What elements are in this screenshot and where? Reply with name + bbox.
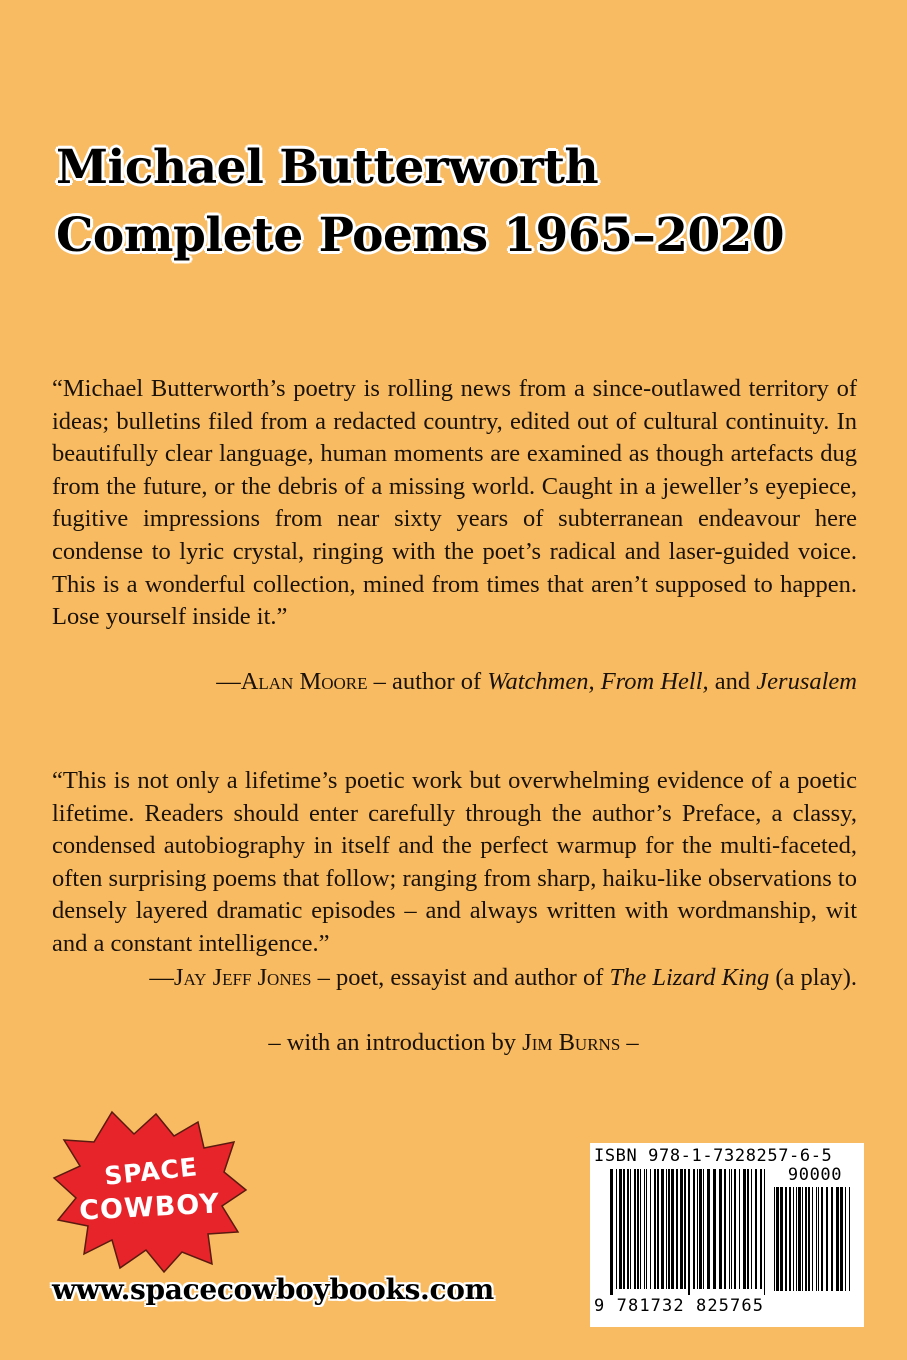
barcode-bar <box>751 1169 752 1289</box>
barcode-bar <box>676 1169 678 1289</box>
barcode-bar <box>826 1187 828 1291</box>
barcode-bar <box>840 1187 843 1291</box>
barcode-bar <box>743 1169 746 1289</box>
barcode-bar <box>616 1169 617 1289</box>
attribution-work: The Lizard King <box>609 964 770 991</box>
barcode-bar <box>785 1187 787 1291</box>
barcode-bar <box>699 1169 702 1289</box>
attribution-author: Alan Moore <box>240 668 368 695</box>
barcode-bar <box>650 1169 651 1289</box>
attribution-role: – author of <box>367 668 488 695</box>
barcode-bar <box>703 1169 704 1289</box>
title-line-1: Michael Butterworth <box>56 140 599 195</box>
logo-text-line-2: COWBOY <box>78 1188 221 1227</box>
barcode-bar <box>739 1169 740 1289</box>
barcode-bar <box>764 1169 765 1295</box>
barcode-bar <box>836 1187 839 1291</box>
barcode-bar <box>774 1187 775 1291</box>
barcode-bar <box>812 1187 813 1291</box>
barcode-bar <box>640 1169 641 1289</box>
blurb-attribution-1 <box>216 666 857 698</box>
barcode-bar <box>671 1169 674 1289</box>
barcode-bar <box>789 1187 791 1291</box>
barcode-bar <box>793 1187 794 1291</box>
barcode-bar <box>747 1169 749 1289</box>
barcode-bar <box>821 1187 823 1291</box>
barcode-bar <box>729 1169 730 1289</box>
barcode-bar <box>644 1169 645 1289</box>
intro-suffix: – <box>620 1029 639 1056</box>
logo-text-line-1: SPACE <box>102 1152 200 1191</box>
barcode-bar <box>654 1169 656 1289</box>
barcode-bar <box>634 1169 636 1289</box>
publisher-website: www.spacecowboybooks.com <box>52 1273 494 1306</box>
barcode-bar <box>719 1169 722 1289</box>
attribution-dash: — <box>216 668 241 695</box>
attribution-suffix: (a play). <box>769 964 857 991</box>
attribution-role: – poet, essayist and author of <box>311 964 610 991</box>
barcode-bar <box>610 1169 613 1295</box>
barcode-bar <box>802 1187 803 1291</box>
blurb-quote-1: “Michael Butterworth’s poetry is rolling news from a since-outlawed territory of ideas; bulletins filed from a redacted country, edited out of cultural continuity. In beautifully clear language, human moments are examined as though artefacts dug from the future, or the debris of a missing world. Caught in a jeweller’s eyepiece, fugitive impressions from near sixty years of subterranean endeavour here condense to lyric crystal, ringing with the poet’s radical and laser-guided voice. This is a wonderful collection, mined from times that aren’t supposed to happen. Lose yourself inside it.” <box>52 375 857 631</box>
barcode-bar <box>818 1187 819 1291</box>
barcode-bar <box>731 1169 732 1289</box>
blurb-attribution-2 <box>149 962 857 994</box>
barcode-bar <box>668 1169 670 1289</box>
barcode-bar <box>755 1169 757 1289</box>
barcode-bar <box>688 1169 690 1295</box>
barcode-bar <box>707 1169 710 1289</box>
barcode-bar <box>657 1169 659 1289</box>
attribution-author: Jay Jeff Jones <box>173 964 312 991</box>
barcode-bar <box>849 1187 850 1291</box>
barcode-bar <box>666 1169 667 1289</box>
barcode-bar <box>724 1169 726 1289</box>
attribution-work-2: From Hell, <box>600 668 709 695</box>
introduction-credit <box>0 1027 907 1059</box>
attribution-work-1: Watchmen, <box>487 668 595 695</box>
barcode-addon-bars <box>774 1187 856 1297</box>
book-title <box>56 134 876 270</box>
intro-prefix: – with an introduction by <box>268 1029 523 1056</box>
barcode-bar <box>623 1169 625 1289</box>
barcode-bar <box>780 1187 783 1291</box>
blurb-quote-2: “This is not only a lifetime’s poetic work but overwhelming evidence of a poetic lifetime. Readers should enter carefully through the author’s Preface, a classy, condensed autobiography in itself and the perfect warmup for the multi-faceted, often surprising poems that follow; ranging from sharp, haiku-like observations to densely layered dramatic episodes – and always written with wordmanship, wit and a constant intelligence.” <box>52 767 857 957</box>
barcode-bar <box>627 1169 629 1289</box>
intro-name: Jim Burns <box>522 1029 621 1056</box>
title-line-2: Complete Poems 1965–2020 <box>56 208 785 263</box>
barcode-bars <box>610 1169 770 1297</box>
attribution-and: and <box>708 668 757 695</box>
barcode-bar <box>630 1169 631 1289</box>
price-code: 90000 <box>787 1165 843 1185</box>
barcode-bar <box>734 1169 736 1289</box>
barcode-bar <box>680 1169 683 1289</box>
barcode-bar <box>831 1187 833 1291</box>
isbn-label: ISBN 978-1-7328257-6-5 <box>594 1146 833 1166</box>
barcode-bar <box>713 1169 716 1289</box>
isbn-barcode <box>590 1143 864 1327</box>
attribution-work-3: Jerusalem <box>756 668 857 695</box>
attribution-dash: — <box>149 964 174 991</box>
barcode-bar <box>808 1187 810 1291</box>
barcode-bar <box>796 1187 797 1291</box>
barcode-bar <box>661 1169 664 1289</box>
barcode-bar <box>619 1169 622 1289</box>
barcode-bar <box>693 1169 695 1289</box>
space-cowboy-logo <box>52 1108 248 1274</box>
barcode-bar <box>798 1187 801 1291</box>
barcode-bar <box>697 1169 698 1289</box>
barcode-bar <box>684 1169 686 1289</box>
barcode-bar <box>646 1169 647 1289</box>
barcode-bar <box>816 1187 817 1291</box>
barcode-bar <box>776 1187 779 1291</box>
barcode-bar <box>760 1169 762 1289</box>
barcode-digits: 9 781732 825765 <box>594 1296 765 1316</box>
barcode-bar <box>637 1169 639 1289</box>
barcode-bar <box>805 1187 807 1291</box>
barcode-bar <box>845 1187 846 1291</box>
